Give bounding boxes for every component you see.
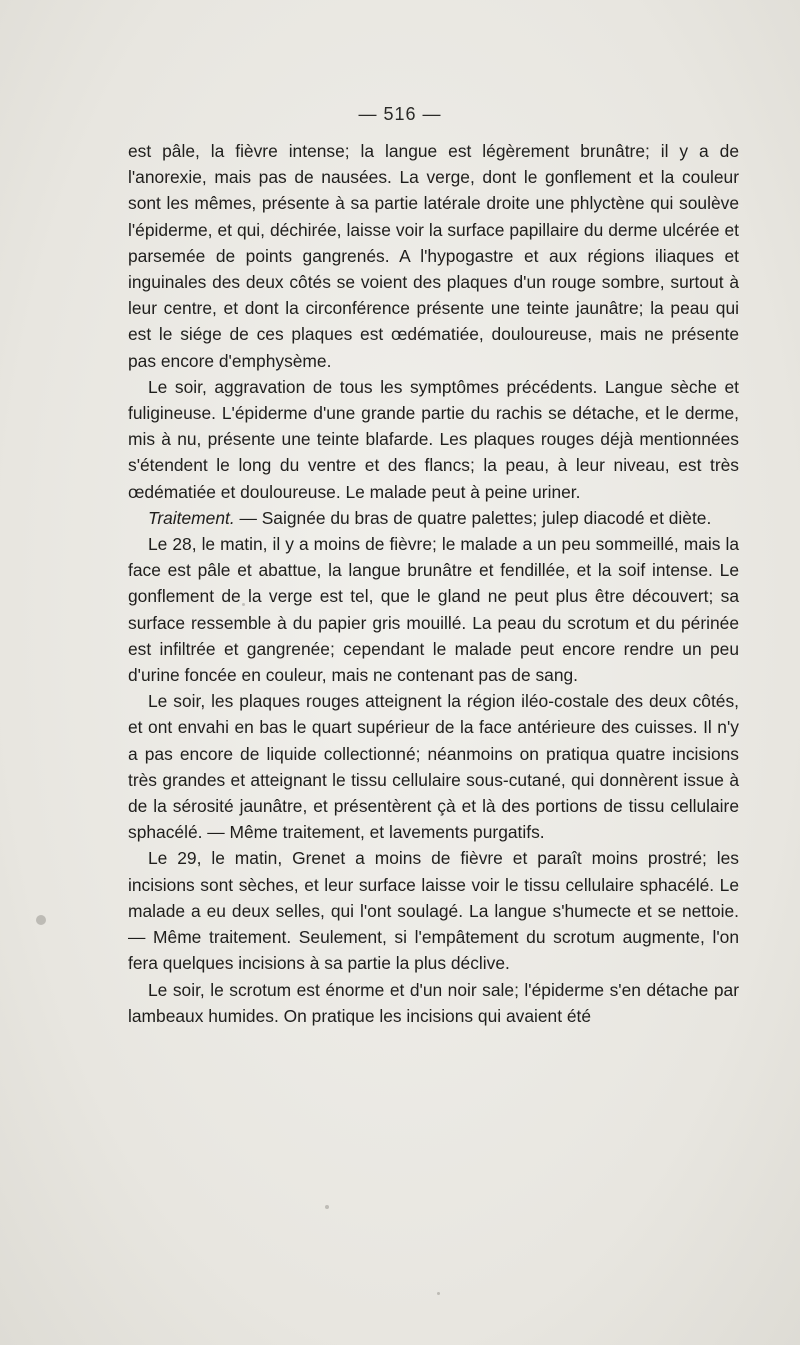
paragraph-2: Le soir, aggravation de tous les symptômes précédents. Langue sèche et fuligineuse. L'épiderme d'une grande partie du rachis se détache, et le derme, mis à nu, présente une teinte blafarde. Les plaques rouges déjà mentionnées s'étendent le long du ventre et des flancs; la peau, à leur niveau, est très œdématiée et douloureuse. Le malade peut à peine uriner. <box>128 376 739 502</box>
paragraph-6: Le 29, le matin, Grenet a moins de fièvre et paraît moins prostré; les incisions sont sèches, et leur surface laisse voir le tissu cellulaire sphacélé. Le malade a eu deux selles, qui l'ont soulagé. La langue s'humecte et se nettoie. — Même traitement. Seulement, si l'empâtement du scrotum augmente, l'on fera quelques incisions à sa partie la plus déclive. <box>128 848 739 974</box>
scan-speck <box>36 915 46 925</box>
paragraph-4: Le 28, le matin, il y a moins de fièvre; le malade a un peu sommeillé, mais la face est pâle et abattue, la langue brunâtre et fendillée, et la soif intense. Le gonflement de la verge est tel, que le gland ne peut plus être découvert; sa surface ressemble à du papier gris mouillé. La peau du scrotum et du périnée est infiltrée et gangrenée; cependant le malade peut encore rendre un peu d'urine foncée en couleur, mais ne contenant pas de sang. <box>128 534 739 686</box>
scan-speck <box>437 1292 440 1295</box>
paragraph-1: est pâle, la fièvre intense; la langue est légèrement brunâtre; il y a de l'anorexie, mais pas de nausées. La verge, dont le gonflement et la couleur sont les mêmes, présente à sa partie latérale droite une phlyctène qui soulève l'épiderme, et qui, déchirée, laisse voir la surface papillaire du derme ulcérée et parsemée de points gangrenés. A l'hypogastre et aux régions iliaques et inguinales des deux côtés se voient des plaques d'un rouge sombre, surtout à leur centre, et dont la circonférence présente une teinte jaunâtre; la peau qui est le siége de ces plaques est œdématiée, douloureuse, mais ne présente pas encore d'emphysème. <box>128 141 739 371</box>
page-number: — 516 — <box>358 104 442 124</box>
body-text <box>128 138 739 1029</box>
paragraph-3 <box>128 505 739 531</box>
traitement-text: — Saignée du bras de quatre palettes; julep diacodé et diète. <box>234 507 712 528</box>
paragraph-7: Le soir, le scrotum est énorme et d'un noir sale; l'épiderme s'en détache par lambeaux humides. On pratique les incisions qui avaient été <box>128 979 739 1026</box>
paragraph-5: Le soir, les plaques rouges atteignent la région iléo-costale des deux côtés, et ont envahi en bas le quart supérieur de la face antérieure des cuisses. Il n'y a pas encore de liquide collectionné; néanmoins on pratiqua quatre incisions très grandes et atteignant le tissu cellulaire sous-cutané, qui donnèrent issue à de la sérosité jaunâtre, et présentèrent çà et là des portions de tissu cellulaire sphacélé. — Même traitement, et lavements purgatifs. <box>128 691 739 843</box>
scan-speck <box>325 1205 329 1209</box>
traitement-label: Traitement. <box>148 507 235 528</box>
scan-speck <box>242 603 245 606</box>
